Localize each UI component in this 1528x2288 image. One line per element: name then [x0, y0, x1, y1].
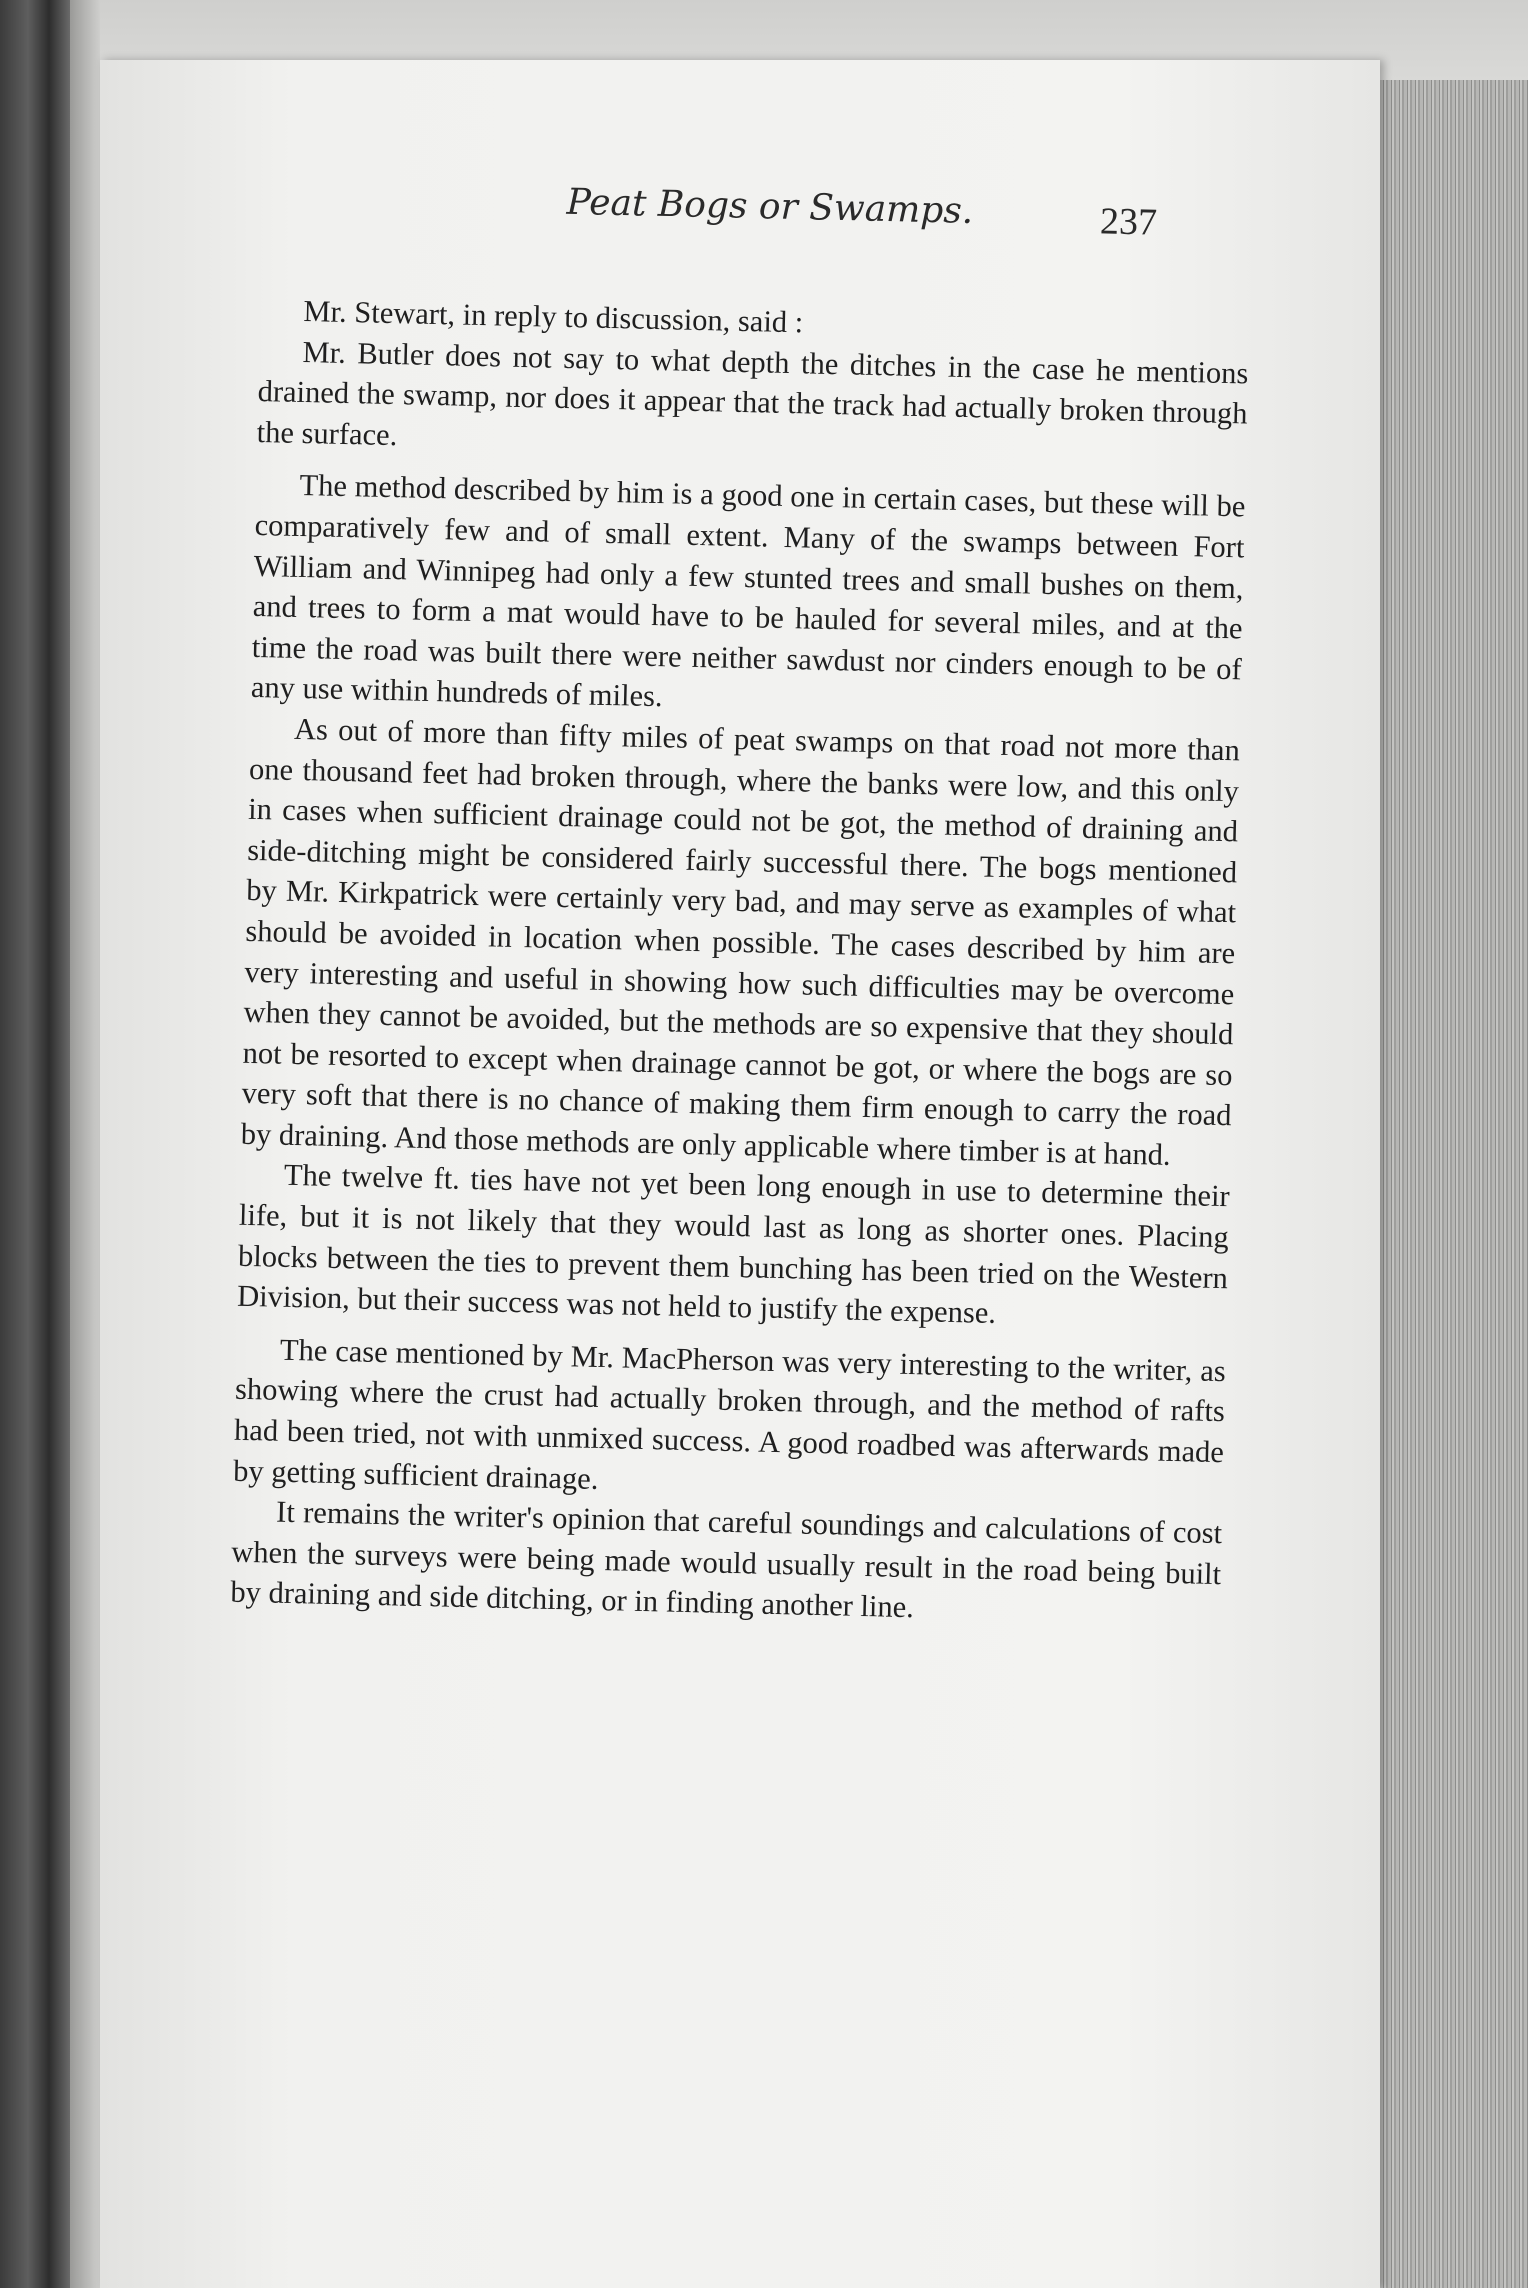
paragraph: Mr. Stewart, in reply to discussion, said : — [303, 293, 804, 340]
left-page-edge — [70, 0, 100, 2288]
paragraph: The twelve ft. ties have not yet been long enough in use to determine their life, but it is not likely that they would last as long as shorter ones. Placing blocks between the ties to prevent them bunching has been tried on the Western Division, but their success was not held to justify the expense. — [236, 1158, 1231, 1331]
paragraph: As out of more than fifty miles of peat swamps on that road not more than one thousand feet had broken through, where the banks were low, and this only in cases when sufficient drainage could not be got, the method of draining and side-ditching might be considered fairly successful there. The bogs mentioned by Mr. Kirkpatrick were certainly very bad, and may serve as examples of what should be avoided in location when possible. The cases described by him are very interesting and useful in showing how such difficulties may be overcome when they cannot be avoided, but the methods are so expensive that they should not be resorted to except when drainage cannot be got, or where the bogs are so very soft that there is no chance of making them firm enough to carry the road by draining. And those methods are only applicable where timber is at hand. — [240, 711, 1241, 1172]
paragraph: It remains the writer's opinion that careful soundings and calculations of cost when the surveys were being made would usually result in the road being built by draining and side ditching, or in finding another line. — [230, 1494, 1223, 1625]
paragraph: The case mentioned by Mr. MacPherson was very interesting to the writer, as showing where the crust had actually broken through, and the method of rafts had been tried, not with unmixed success. A good roadbed was afterwards made by getting sufficient drainage. — [232, 1332, 1227, 1496]
paragraph: Mr. Butler does not say to what depth the ditches in the case he mentions drained the swamp, nor does it appear that the track had actually broken through the surface. — [256, 334, 1249, 452]
running-head: Peat Bogs or Swamps. — [566, 181, 974, 232]
book-page — [100, 60, 1380, 2288]
body-text — [230, 290, 1250, 1635]
page-number: 237 — [1099, 200, 1158, 244]
book-binding — [0, 0, 70, 2288]
paragraph: The method described by him is a good one in certain cases, but these will be comparatively few and of small extent. Many of the swamps between Fort William and Winnipeg had only a few stunted trees and small bushes on them, and trees to form a mat would have to be hauled for several miles, and at the time the road was built there were neither sawdust nor cinders enough to be of any use within hundreds of miles. — [250, 468, 1246, 714]
